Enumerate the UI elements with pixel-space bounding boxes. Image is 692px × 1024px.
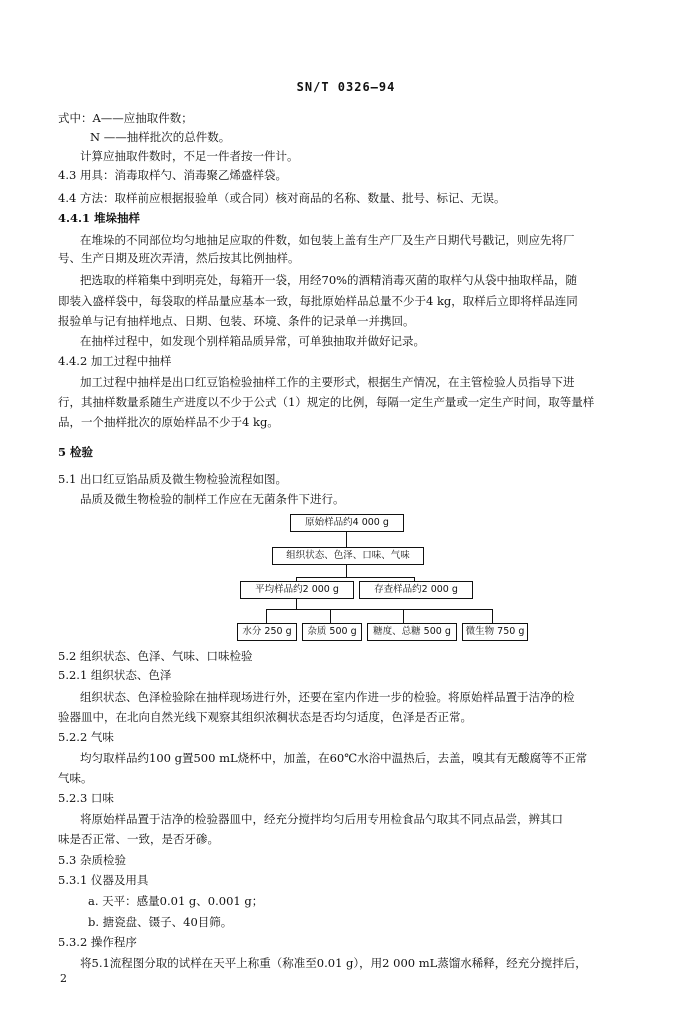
page-number: 2 [60,972,67,985]
clause-5-2-1: 5.2.1 组织状态、色泽 [58,668,172,682]
text-line: 把选取的样箱集中到明亮处，每箱开一袋，用经70%的酒精消毒灭菌的取样勺从袋中抽取样品，随 [80,273,578,287]
text-line: 即装入盛样袋中，每袋取的样品量应基本一致，每批原始样品总量不少于4 kg，取样后立即将样品连同 [58,294,578,308]
list-item-b: b. 搪瓷盘、镊子、40目筛。 [88,915,233,929]
flow-connector [492,609,493,623]
clause-4-4-1-heading: 4.4.1 堆垛抽样 [58,211,141,225]
flow-connector [266,609,492,610]
flow-box-impurity: 杂质 500 g [302,623,362,641]
flow-box-step: 组织状态、色泽、口味、气味 [272,547,424,565]
flow-connector [266,609,267,623]
text-line: 品，一个抽样批次的原始样品不少于4 kg。 [58,415,279,429]
text-line: 将5.1流程图分取的试样在天平上称重（称准至0.01 g），用2 000 mL蒸馏水稀释，经充分搅拌后， [80,956,587,970]
clause-4-4-2-heading: 4.4.2 加工过程中抽样 [58,354,172,368]
text-line: 报验单与记有抽样地点、日期、包装、环境、条件的记录单一并携回。 [58,314,415,328]
text-line: 在抽样过程中，如发现个别样箱品质异常，可单独抽取并做好记录。 [80,334,425,348]
text-line: 加工过程中抽样是出口红豆馅检验抽样工作的主要形式，根据生产情况，在主管检验人员指导下进 [80,375,575,389]
standard-header: SN/T 0326—94 [296,80,396,94]
text-line: 气味。 [58,771,93,785]
clause-4-3: 4.3 用具：消毒取样勺、消毒聚乙烯盛样袋。 [58,168,287,182]
flow-box-moisture: 水分 250 g [237,623,297,641]
text-line: 行，其抽样数量系随生产进度以不少于公式（1）规定的比例，每隔一定生产量或一定生产时间，取等量样 [58,395,595,409]
text-line: 验器皿中，在北向自然光线下观察其组织浓稠状态是否均匀适度，色泽是否正常。 [58,710,472,724]
text-line: 均匀取样品约100 g置500 mL烧杯中，加盖，在60℃水浴中温热后，去盖，嗅其有无酸腐等不正常 [80,751,588,765]
formula-where-line: 式中：A——应抽取件数； [58,111,193,125]
flow-connector [403,609,404,623]
flow-connector [296,577,414,578]
flow-box-microbe: 微生物 750 g [462,623,528,641]
flow-connector [346,565,347,577]
text-line: 在堆垛的不同部位均匀地抽足应取的件数，如包装上盖有生产厂及生产日期代号戳记，则应先将厂 [80,233,575,247]
text-line: 味是否正常、一致，是否牙碜。 [58,832,219,846]
clause-5-2-2: 5.2.2 气味 [58,730,114,744]
formula-n-line: N ——抽样批次的总件数。 [90,130,231,144]
flow-box-sugar: 糖度、总糖 500 g [367,623,457,641]
section-5-heading: 5 检验 [58,445,94,459]
clause-4-4: 4.4 方法：取样前应根据报验单（或合同）核对商品的名称、数量、批号、标记、无误。 [58,191,506,205]
flow-box-average-sample: 平均样品约2 000 g [240,581,354,599]
text-line: 将原始样品置于洁净的检验器皿中，经充分搅拌均匀后用专用检食品勺取其不同点品尝，辨其口 [80,812,563,826]
list-item-a: a. 天平：感量0.01 g、0.001 g； [88,894,264,908]
clause-5-3: 5.3 杂质检验 [58,853,126,867]
flow-connector [330,609,331,623]
clause-5-3-2: 5.3.2 操作程序 [58,935,137,949]
text-line: 计算应抽取件数时，不足一件者按一件计。 [80,149,299,163]
clause-5-3-1: 5.3.1 仪器及用具 [58,873,149,887]
clause-5-1: 5.1 出口红豆馅品质及微生物检验流程如图。 [58,472,287,486]
flow-box-reserve-sample: 存查样品约2 000 g [359,581,473,599]
text-line: 组织状态、色泽检验除在抽样现场进行外，还要在室内作进一步的检验。将原始样品置于洁净的检 [80,690,575,704]
flow-connector [346,532,347,547]
text-line: 品质及微生物检验的制样工作应在无菌条件下进行。 [80,492,345,506]
text-line: 号、生产日期及班次弄清，然后按其比例抽样。 [58,251,300,265]
flow-box-root: 原始样品约4 000 g [290,514,404,532]
flow-connector [296,599,297,609]
clause-5-2-3: 5.2.3 口味 [58,791,114,805]
clause-5-2: 5.2 组织状态、色泽、气味、口味检验 [58,649,253,663]
